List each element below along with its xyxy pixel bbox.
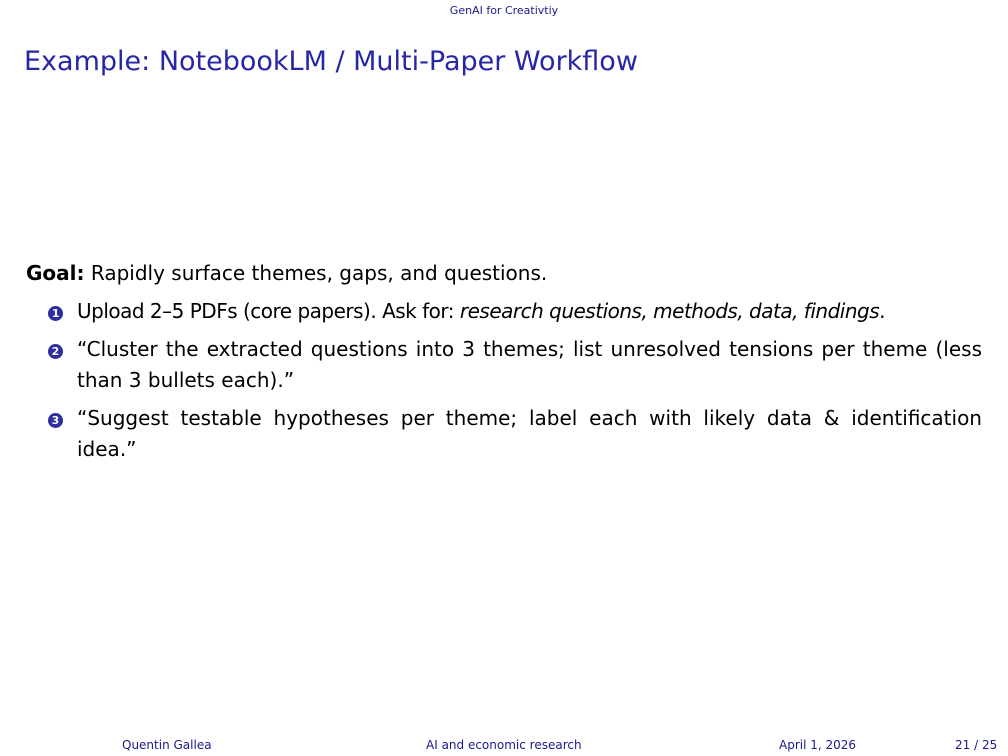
enumeration-ball-3: 3 xyxy=(48,413,63,428)
step-item-1 xyxy=(26,296,982,327)
step-1-emphasis: research questions, methods, data, findings xyxy=(459,299,880,323)
footer-date: April 1, 2026 xyxy=(779,738,857,752)
step-1-text: Upload 2–5 PDFs (core papers). Ask for: xyxy=(77,299,460,323)
slide-body xyxy=(26,258,982,465)
goal-text: Rapidly surface themes, gaps, and questions. xyxy=(84,261,548,285)
footer-page-number: 21 / 25 xyxy=(955,738,998,752)
enumeration-ball-2: 2 xyxy=(48,344,63,359)
step-3-text: “Suggest testable hypotheses per theme; label each with likely data & identification idea.” xyxy=(77,406,982,461)
steps-list xyxy=(26,296,982,465)
goal-line xyxy=(26,258,982,289)
header-short-title: GenAI for Creativtiy xyxy=(449,4,559,17)
slide-title: Example: NotebookLM / Multi-Paper Workflow xyxy=(24,46,638,77)
step-2-text: “Cluster the extracted questions into 3 themes; list unresolved tensions per theme (less than 3 bullets each).” xyxy=(77,337,982,392)
enumeration-ball-1: 1 xyxy=(48,306,63,321)
footer-author: Quentin Gallea xyxy=(122,738,212,752)
footer-talk-title: AI and economic research xyxy=(426,738,582,752)
footer xyxy=(0,738,1008,754)
step-1-suffix: . xyxy=(879,299,885,323)
goal-label: Goal: xyxy=(26,261,85,285)
step-item-3 xyxy=(26,403,982,465)
step-item-2 xyxy=(26,334,982,396)
